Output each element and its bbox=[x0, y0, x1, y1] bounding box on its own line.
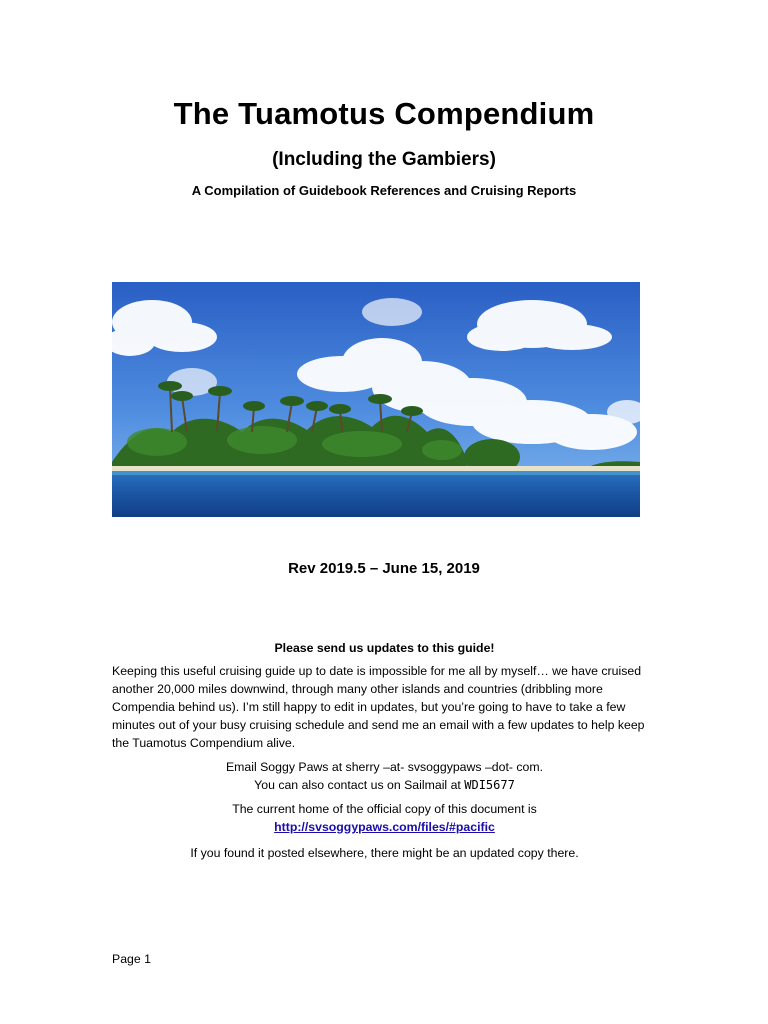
home-link[interactable]: http://svsoggypaws.com/files/#pacific bbox=[274, 820, 495, 834]
revision-line: Rev 2019.5 – June 15, 2019 bbox=[288, 560, 480, 577]
page-number: Page 1 bbox=[112, 952, 151, 966]
document-title: The Tuamotus Compendium bbox=[173, 96, 595, 131]
sailmail-id: WDI5677 bbox=[464, 778, 515, 792]
document-tagline: A Compilation of Guidebook References and Cruising Reports bbox=[191, 183, 577, 198]
home-block bbox=[112, 800, 657, 836]
intro-paragraph: Keeping this useful cruising guide up to date is impossible for me all by myself… we have cruised another 20,000 miles downwind, through many other islands and countries (dribbling more Compendia behind us). I’m still happy to edit in updates, but you’re going to have to take a few minutes out of your busy cruising schedule and send me an email with a few updates to help keep the Tuamotus Compendium alive. bbox=[112, 664, 645, 750]
email-line: Email Soggy Paws at sherry –at- svsoggypaws –dot- com. bbox=[225, 760, 544, 774]
found-line: If you found it posted elsewhere, there might be an updated copy there. bbox=[190, 846, 579, 860]
home-line: The current home of the official copy of this document is bbox=[232, 802, 537, 816]
updates-heading: Please send us updates to this guide! bbox=[274, 641, 495, 655]
contact-block bbox=[112, 758, 657, 794]
sailmail-prefix: You can also contact us on Sailmail at bbox=[254, 778, 461, 792]
document-subtitle: (Including the Gambiers) bbox=[272, 149, 496, 170]
sailmail-line bbox=[112, 776, 657, 794]
tropical-atoll-photo bbox=[112, 282, 640, 517]
